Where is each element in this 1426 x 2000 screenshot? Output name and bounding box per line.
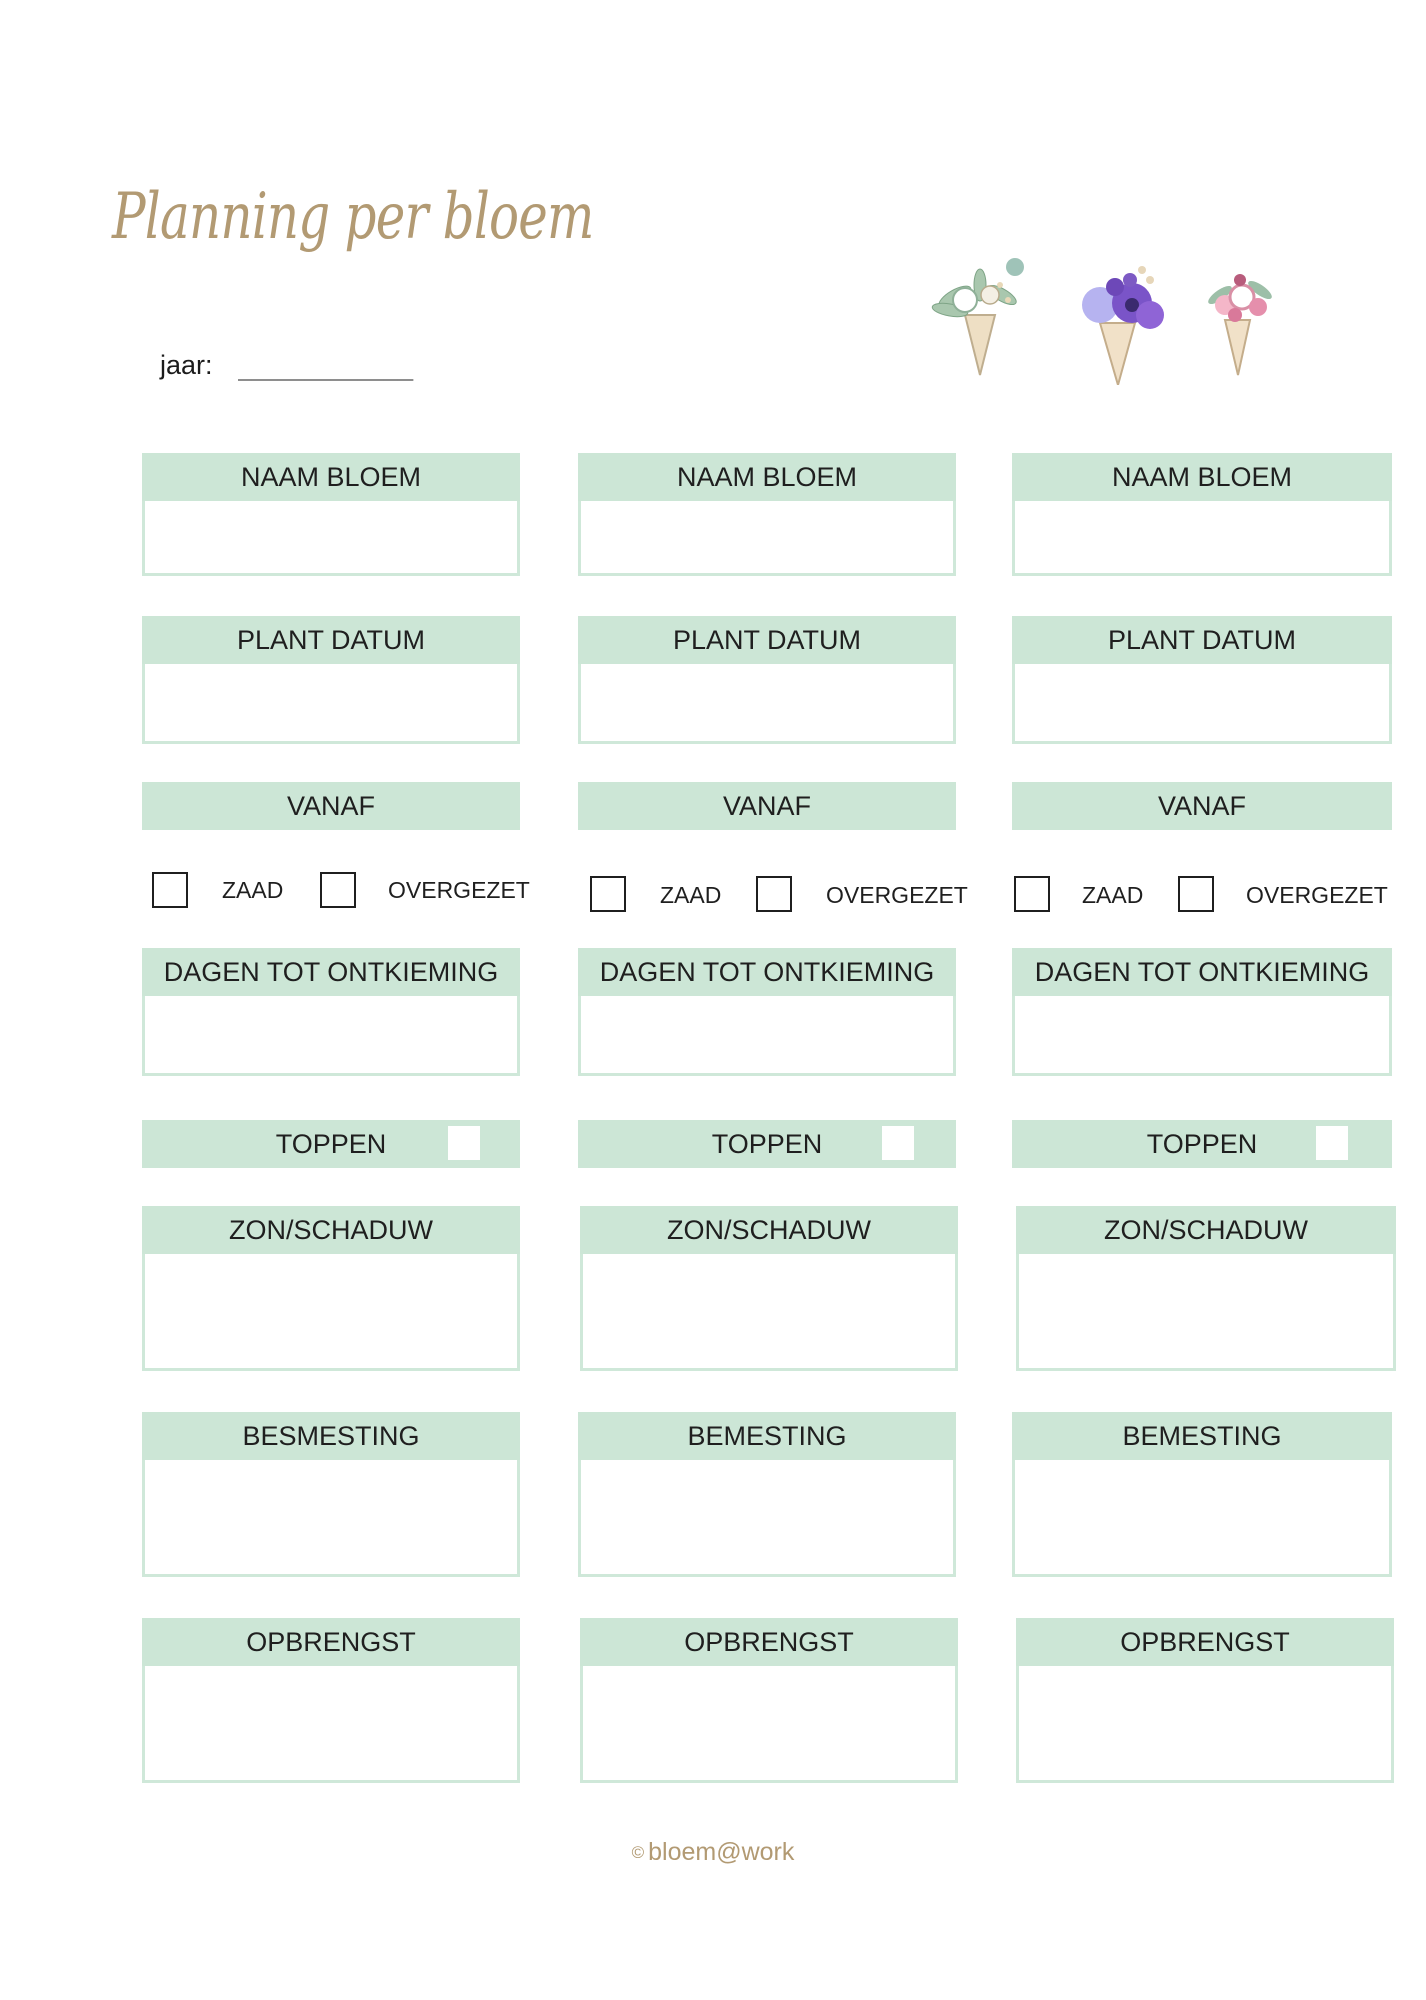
seed-label: ZAAD (1082, 882, 1144, 908)
plant-date-box[interactable] (578, 616, 956, 744)
germination-box[interactable] (142, 948, 520, 1076)
from-header: VANAF (1012, 782, 1392, 830)
name-header: NAAM BLOEM (578, 453, 956, 501)
sun-shade-box[interactable] (1016, 1206, 1396, 1371)
pinch-checkbox[interactable] (448, 1126, 480, 1160)
bouquet-illustrations (920, 245, 1310, 385)
white-bouquet-icon (931, 258, 1024, 375)
copyright-icon: © (631, 1843, 645, 1862)
plant-date-box[interactable] (1012, 616, 1392, 744)
sun-shade-header: ZON/SCHADUW (142, 1206, 520, 1254)
germination-box[interactable] (1012, 948, 1392, 1076)
sun-shade-box[interactable] (142, 1206, 520, 1371)
yield-header: OPBRENGST (142, 1618, 520, 1666)
seed-checkbox[interactable] (590, 876, 626, 912)
sun-shade-box[interactable] (580, 1206, 958, 1371)
fertilizing-header: BEMESTING (578, 1412, 956, 1460)
brand-name: bloem@work (648, 1838, 795, 1866)
pinch-checkbox[interactable] (882, 1126, 914, 1160)
name-box[interactable] (142, 453, 520, 576)
pinch-header: TOPPEN (1012, 1120, 1392, 1168)
yield-box[interactable] (142, 1618, 520, 1783)
year-field[interactable]: _____________ (238, 350, 411, 381)
yield-box[interactable] (1016, 1618, 1394, 1783)
plant-date-header: PLANT DATUM (578, 616, 956, 664)
name-box[interactable] (578, 453, 956, 576)
from-header: VANAF (142, 782, 520, 830)
fertilizing-header: BEMESTING (1012, 1412, 1392, 1460)
seed-label: ZAAD (660, 882, 722, 908)
yield-header: OPBRENGST (580, 1618, 958, 1666)
transplant-checkbox[interactable] (1178, 876, 1214, 912)
yield-header: OPBRENGST (1016, 1618, 1394, 1666)
name-header: NAAM BLOEM (1012, 453, 1392, 501)
year-label: jaar: (160, 350, 213, 380)
germination-header: DAGEN TOT ONTKIEMING (1012, 948, 1392, 996)
purple-bouquet-icon (1082, 266, 1164, 385)
transplant-checkbox[interactable] (320, 872, 356, 908)
fertilizing-box[interactable] (1012, 1412, 1392, 1577)
pinch-header: TOPPEN (142, 1120, 520, 1168)
pinch-checkbox[interactable] (1316, 1126, 1348, 1160)
fertilizing-box[interactable] (578, 1412, 956, 1577)
plant-date-header: PLANT DATUM (142, 616, 520, 664)
transplant-label: OVERGEZET (826, 882, 968, 908)
germination-header: DAGEN TOT ONTKIEMING (142, 948, 520, 996)
seed-checkbox[interactable] (1014, 876, 1050, 912)
transplant-checkbox[interactable] (756, 876, 792, 912)
page-title: Planning per bloem (112, 180, 594, 254)
footer (0, 1838, 1426, 1867)
name-header: NAAM BLOEM (142, 453, 520, 501)
pink-bouquet-icon (1206, 274, 1275, 375)
fertilizing-box[interactable] (142, 1412, 520, 1577)
seed-checkbox[interactable] (152, 872, 188, 908)
sun-shade-header: ZON/SCHADUW (580, 1206, 958, 1254)
sun-shade-header: ZON/SCHADUW (1016, 1206, 1396, 1254)
name-box[interactable] (1012, 453, 1392, 576)
germination-header: DAGEN TOT ONTKIEMING (578, 948, 956, 996)
germination-box[interactable] (578, 948, 956, 1076)
seed-label: ZAAD (222, 877, 284, 903)
transplant-label: OVERGEZET (1246, 882, 1388, 908)
plant-date-header: PLANT DATUM (1012, 616, 1392, 664)
fertilizing-header: BESMESTING (142, 1412, 520, 1460)
from-header: VANAF (578, 782, 956, 830)
pinch-header: TOPPEN (578, 1120, 956, 1168)
plant-date-box[interactable] (142, 616, 520, 744)
transplant-label: OVERGEZET (388, 877, 530, 903)
yield-box[interactable] (580, 1618, 958, 1783)
